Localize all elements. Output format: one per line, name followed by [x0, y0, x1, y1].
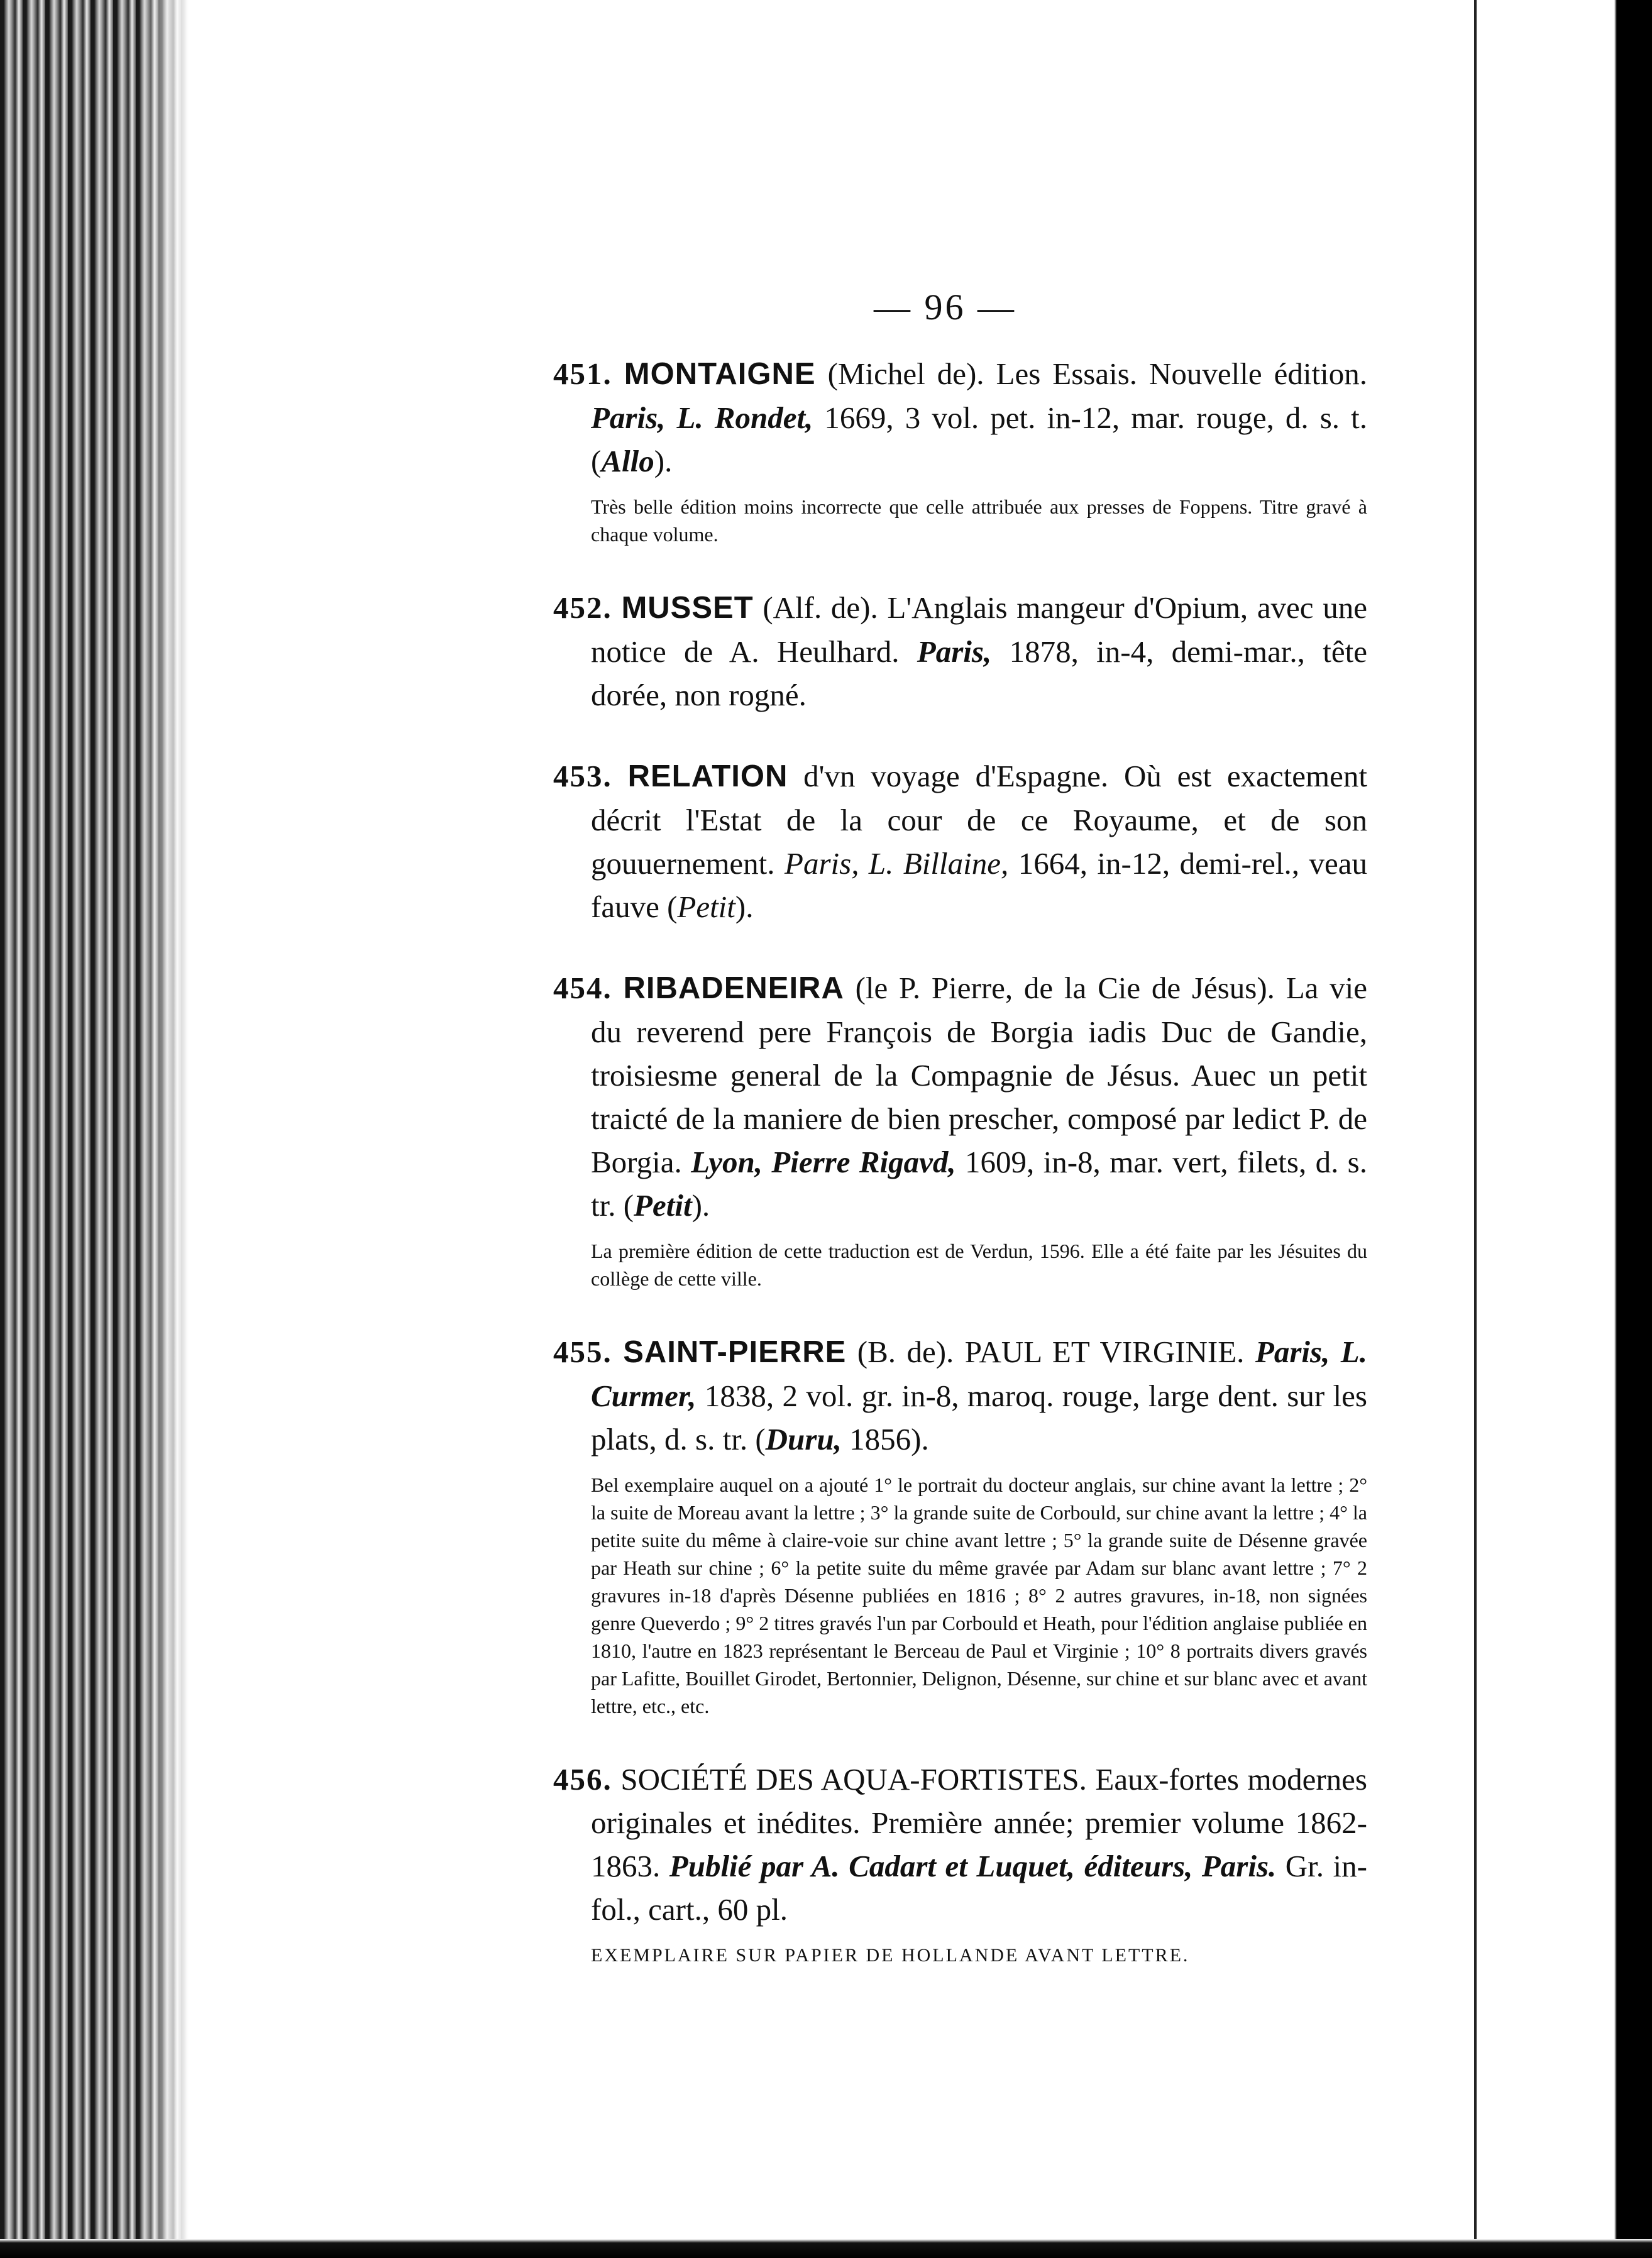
entry-description: Gr. in-fol., cart., 60 pl.	[591, 1849, 1367, 1927]
entry-note: Très belle édition moins incorrecte que celle attribuée aux presses de Foppens. Titre gravé à chaque volume.	[591, 495, 1367, 546]
entry-imprint: Lyon, Pierre Rigavd,	[691, 1145, 956, 1179]
entry-title: d'vn voyage d'Espagne. Où est exactement décrit l'Estat de la cour de ce Royaume, et de son gouuernement.	[591, 759, 1367, 881]
entry-imprint: Paris, L. Billaine,	[785, 846, 1009, 881]
entry-binder: Petit	[634, 1188, 692, 1223]
entry-451	[553, 352, 1367, 548]
entry-binder: Allo	[601, 444, 654, 478]
entry-imprint: Publié par A. Cadart et Luquet, éditeurs, Paris.	[669, 1849, 1277, 1883]
entry-text: 451. MONTAIGNE (Michel de). Les Essais. Nouvelle édition. Paris, L. Rondet, 1669, 3 vol. pet. in-12, mar. rouge, d. s. t. (Allo).	[553, 356, 1367, 478]
entry-number: 454.	[553, 971, 612, 1005]
entry-452	[553, 586, 1367, 717]
entry-title: (Alf. de). L'Anglais mangeur d'Opium, avec une notice de A. Heulhard.	[591, 590, 1368, 669]
entry-description: 1664, in-12, demi-rel., veau fauve (	[591, 846, 1368, 924]
entry-number: 456.	[553, 1762, 612, 1797]
entry-description: 1838, 2 vol. gr. in-8, maroq. rouge, large dent. sur les plats, d. s. tr. (	[591, 1379, 1367, 1457]
entry-number: 453.	[553, 759, 612, 793]
entry-note: Bel exemplaire auquel on a ajouté 1° le portrait du docteur anglais, sur chine avant la lettre ; 2° la suite de Moreau avant la lettre ; 3° la grande suite de Corbould, sur chine avant la lettre ; 4° la petite suite du même à claire-voie sur chine avant lettre ; 5° la grande suite de Désenne gravée par Heath sur chine ; 6° la petite suite du même gravée par Adam sur blanc avant lettre ; 7° 2 gravures in-18 d'après Désenne publiées en 1816 ; 8° 2 autres gravures, in-18, non signées genre Queverdo ; 9° 2 titres gravés l'un par Corbould et Heath, pour l'édition anglaise publiée en 1810, l'autre en 1823 représentant le Berceau de Paul et Virginie ; 10° 8 portraits divers gravés par Lafitte, Bouillet Girodet, Bertonnier, Delignon, Désenne, sur chine et sur blanc avec et avant lettre, etc., etc.	[591, 1473, 1367, 1717]
entry-author: RELATION	[627, 759, 788, 793]
entry-title: (le P. Pierre, de la Cie de Jésus). La vie du reverend pere François de Borgia iadis Duc de Gandie, troisiesme general de la Compagnie de Jésus. Auec un petit traicté de la maniere de bien prescher, composé par ledict P. de Borgia.	[591, 971, 1368, 1179]
entry-binder: Duru,	[765, 1422, 842, 1457]
entry-author: SOCIÉTÉ DES AQUA-FORTISTES.	[620, 1762, 1087, 1797]
entry-text: 455. SAINT-PIERRE (B. de). PAUL ET VIRGINIE. Paris, L. Curmer, 1838, 2 vol. gr. in-8, maroq. rouge, large dent. sur les plats, d. s. tr. (Duru, 1856).	[553, 1335, 1367, 1457]
entry-number: 451.	[553, 356, 612, 391]
entry-imprint: Paris, L. Curmer,	[591, 1335, 1367, 1413]
entry-description: 1609, in-8, mar. vert, filets, d. s. tr. (	[591, 1145, 1367, 1223]
entry-binder: Petit	[677, 889, 735, 924]
entry-note: EXEMPLAIRE SUR PAPIER DE HOLLANDE AVANT LETTRE.	[591, 1945, 1190, 1966]
entry-author: MUSSET	[621, 591, 754, 625]
entry-number: 452.	[553, 590, 612, 625]
entry-title: (Michel de). Les Essais. Nouvelle édition.	[815, 356, 1367, 391]
entry-author: RIBADENEIRA	[623, 971, 844, 1005]
entry-text: 453. RELATION d'vn voyage d'Espagne. Où est exactement décrit l'Estat de la cour de ce Royaume, et de son gouuernement. Paris, L. Billaine, 1664, in-12, demi-rel., veau fauve (Petit).	[553, 759, 1368, 924]
entry-imprint: Paris, L. Rondet,	[591, 400, 813, 435]
catalogue-entries	[553, 352, 1367, 2004]
entry-title: Eaux-fortes modernes originales et inédites. Première année; premier volume 1862-1863.	[591, 1762, 1368, 1883]
scan-border-bottom	[0, 2239, 1652, 2258]
page-number: — 96 —	[874, 287, 1016, 328]
entry-note: La première édition de cette traduction est de Verdun, 1596. Elle a été faite par les Jésuites du collège de cette ville.	[591, 1240, 1367, 1290]
entry-456	[553, 1758, 1367, 1966]
book-gutter-edge	[0, 0, 189, 2258]
scan-border-right	[1614, 0, 1652, 2258]
entry-author: SAINT-PIERRE	[623, 1335, 847, 1369]
entry-imprint: Paris,	[917, 634, 992, 669]
entry-453	[553, 754, 1367, 928]
entry-454	[553, 966, 1367, 1292]
entry-title: (B. de). PAUL ET VIRGINIE.	[846, 1335, 1255, 1369]
entry-description: 1878, in-4, demi-mar., tête dorée, non rogné.	[591, 634, 1367, 712]
entry-455	[553, 1330, 1367, 1720]
page-edge-line	[1474, 0, 1477, 2258]
entry-description: 1669, 3 vol. pet. in-12, mar. rouge, d. s. t. (	[591, 400, 1367, 478]
entry-author: MONTAIGNE	[624, 357, 816, 391]
entry-text: 454. RIBADENEIRA (le P. Pierre, de la Cie de Jésus). La vie du reverend pere François de Borgia iadis Duc de Gandie, troisiesme general de la Compagnie de Jésus. Auec un petit traicté de la maniere de bien prescher, composé par ledict P. de Borgia. Lyon, Pierre Rigavd, 1609, in-8, mar. vert, filets, d. s. tr. (Petit).	[553, 971, 1368, 1223]
entry-number: 455.	[553, 1335, 612, 1369]
entry-text	[553, 1758, 1367, 1931]
entry-text	[553, 586, 1367, 717]
